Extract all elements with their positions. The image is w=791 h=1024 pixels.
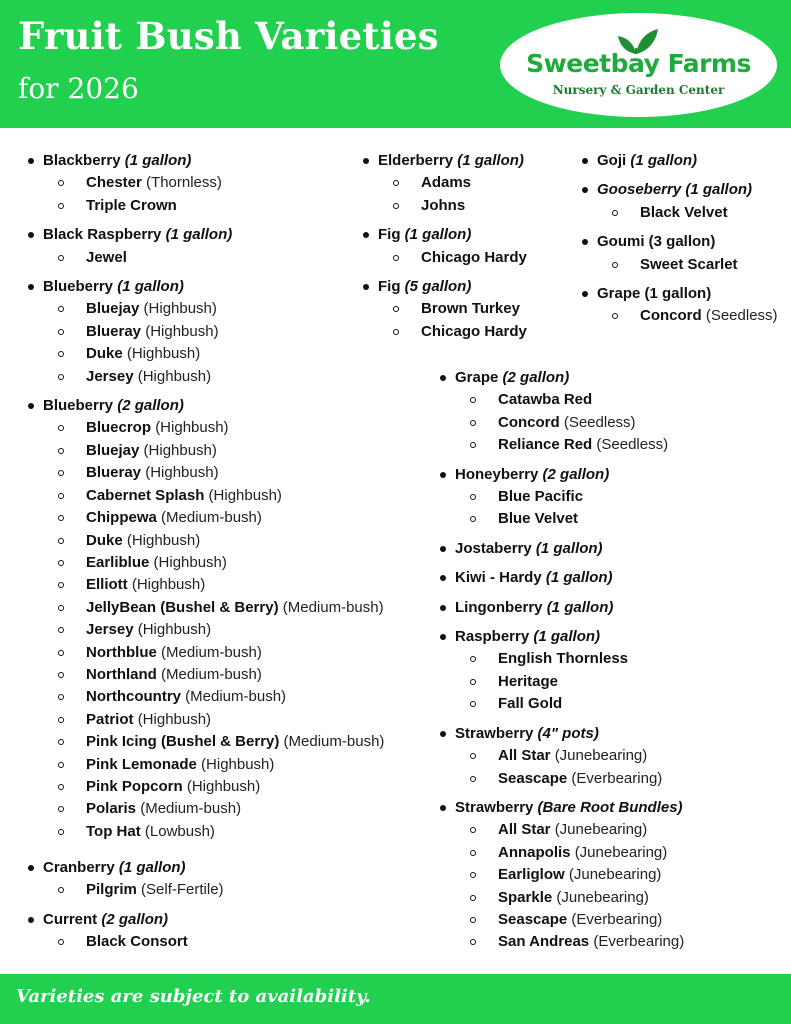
fruit-item (362, 150, 527, 217)
pot-size: (1 gallon) (630, 152, 698, 169)
variety-list (455, 819, 684, 953)
fruit-name: Blueberry (43, 397, 114, 415)
variety-name: Pink Icing (Bushel & Berry) (86, 733, 280, 751)
variety-name: Jersey (86, 367, 134, 385)
fruit-name: Black Raspberry (43, 226, 162, 244)
variety-name: Blue Velvet (498, 510, 579, 528)
footer-banner (0, 974, 791, 1024)
page-subtitle: for 2026 (18, 72, 139, 105)
variety-item (455, 389, 684, 411)
variety-item (378, 321, 527, 343)
pot-size: (1 gallon) (165, 226, 233, 244)
pot-size: (1 gallon) (533, 628, 601, 646)
variety-item (43, 195, 384, 217)
variety-name: Jersey (86, 621, 134, 639)
fruit-name: Grape (455, 369, 499, 386)
variety-name: Concord (640, 307, 702, 325)
variety-item (43, 931, 224, 953)
variety-name: Blueray (86, 322, 142, 340)
variety-item (43, 597, 384, 619)
variety-item (43, 664, 384, 686)
variety-item (455, 909, 684, 931)
variety-list (43, 879, 224, 901)
variety-type: (Highbush) (145, 464, 219, 482)
pot-size: (Bare Root Bundles) (537, 798, 683, 816)
variety-name: All Star (498, 821, 551, 839)
pot-size: (1 gallon) (404, 226, 472, 244)
variety-list (43, 931, 224, 953)
pot-size: (1 gallon) (546, 598, 614, 616)
variety-name: Blue Pacific (498, 488, 584, 506)
fruit-item (439, 367, 684, 457)
variety-name: Chicago Hardy (421, 248, 527, 266)
variety-item (43, 343, 384, 365)
fruit-name: Fig (378, 226, 401, 244)
variety-name: All Star (498, 747, 551, 765)
variety-name: Concord (498, 413, 560, 431)
variety-name: Black Consort (86, 933, 188, 951)
pot-size: (2 gallon) (101, 910, 169, 928)
variety-item (43, 172, 384, 194)
fruit-name: Kiwi - Hardy (455, 569, 542, 587)
variety-name: Triple Crown (86, 196, 177, 214)
variety-name: Chester (86, 174, 142, 192)
fruit-item (27, 224, 384, 269)
variety-name: Northblue (86, 643, 157, 661)
variety-item (43, 619, 384, 641)
variety-item (43, 530, 384, 552)
variety-name: Polaris (86, 800, 137, 818)
pot-size: (1 gallon) (124, 152, 192, 169)
variety-name: Heritage (498, 672, 559, 690)
variety-item (43, 879, 224, 901)
variety-type: (Medium-bush) (185, 688, 287, 706)
variety-list (455, 389, 684, 456)
variety-type: (Everbearing) (571, 910, 663, 928)
availability-note: Varieties are subject to availability. (16, 986, 371, 1007)
variety-item (43, 440, 384, 462)
variety-type: (Junebearing) (554, 747, 648, 765)
variety-type: (Seedless) (596, 436, 669, 454)
variety-item (597, 305, 778, 327)
variety-type: (Everbearing) (593, 933, 685, 951)
fruit-item (362, 224, 527, 269)
variety-type: (Highbush) (145, 322, 219, 340)
variety-name: Top Hat (86, 822, 141, 840)
column-2-list (362, 150, 527, 350)
fruit-name: Honeyberry (455, 465, 539, 483)
variety-type: (Medium-bush) (283, 733, 385, 751)
variety-item (43, 821, 384, 843)
pot-size: (1 gallon) (535, 539, 603, 557)
variety-item (455, 864, 684, 886)
variety-item (378, 195, 527, 217)
variety-item (43, 798, 384, 820)
variety-item (43, 552, 384, 574)
variety-item (455, 931, 684, 953)
variety-name: Bluecrop (86, 419, 152, 437)
variety-name: Fall Gold (498, 695, 563, 713)
fruit-item (581, 150, 778, 172)
variety-item (43, 686, 384, 708)
variety-type: (Medium-bush) (140, 800, 242, 818)
variety-type: (Highbush) (143, 441, 217, 459)
fruit-item (27, 909, 224, 954)
variety-type: (Highbush) (143, 300, 217, 318)
fruit-name: Cranberry (43, 859, 115, 876)
variety-name: Jewel (86, 248, 127, 266)
fruit-name: Raspberry (455, 628, 530, 646)
variety-list (43, 172, 384, 217)
variety-name: Elliott (86, 576, 128, 594)
fruit-item (439, 567, 684, 589)
variety-item (43, 642, 384, 664)
variety-item (43, 709, 384, 731)
fruit-item (439, 797, 684, 954)
variety-type: (Highbush) (137, 367, 212, 385)
variety-item (455, 412, 684, 434)
variety-type: (Medium-bush) (161, 643, 262, 661)
variety-item (43, 776, 384, 798)
pot-size: (1 gallon) (545, 569, 613, 587)
fruit-name: Strawberry (455, 798, 534, 816)
column-4-list (439, 367, 684, 961)
variety-name: JellyBean (Bushel & Berry) (86, 598, 279, 616)
fruit-item (27, 276, 384, 388)
variety-type: (Highbush) (201, 755, 275, 773)
brand-name: Sweetbay Farms (526, 49, 751, 78)
variety-type: (Self-Fertile) (141, 881, 224, 899)
variety-list (43, 417, 384, 843)
variety-item (455, 768, 684, 790)
variety-name: Brown Turkey (421, 300, 520, 318)
fruit-item (581, 231, 778, 276)
pot-size: (5 gallon) (404, 278, 472, 296)
variety-item (378, 247, 527, 269)
fruit-name: Blackberry (43, 152, 121, 169)
fruit-name: Goumi (3 gallon) (597, 233, 716, 251)
variety-name: Sweet Scarlet (640, 255, 738, 273)
variety-item (455, 648, 684, 670)
fruit-name: Goji (597, 152, 627, 169)
variety-type: (Thornless) (146, 174, 222, 192)
fruit-name: Blueberry (43, 278, 114, 296)
variety-type: (Highbush) (126, 531, 201, 549)
variety-type: (Medium-bush) (161, 509, 262, 527)
fruit-item (27, 857, 224, 902)
variety-item (43, 247, 384, 269)
variety-type: (Highbush) (131, 576, 206, 594)
variety-type: (Junebearing) (574, 843, 668, 861)
variety-list (597, 202, 778, 224)
pot-size: (1 gallon) (118, 859, 186, 876)
variety-list (455, 486, 684, 531)
column-1-list (27, 150, 384, 850)
variety-list (597, 254, 778, 276)
variety-name: Annapolis (498, 843, 571, 861)
variety-item (43, 366, 384, 388)
variety-name: Duke (86, 531, 123, 549)
variety-list (455, 648, 684, 715)
variety-item (455, 842, 684, 864)
pot-size: (1 gallon) (117, 278, 184, 296)
variety-type: (Junebearing) (554, 821, 648, 839)
variety-type: (Highbush) (137, 710, 212, 728)
column-1b-list (27, 857, 224, 961)
variety-item (455, 486, 684, 508)
variety-name: Bluejay (86, 300, 140, 318)
variety-item (43, 321, 384, 343)
variety-type: (Highbush) (208, 486, 282, 504)
variety-item (455, 693, 684, 715)
variety-type: (Highbush) (153, 553, 227, 571)
variety-item (43, 754, 384, 776)
variety-name: Black Velvet (640, 203, 728, 221)
variety-name: Bluejay (86, 441, 140, 459)
variety-name: Seascape (498, 910, 568, 928)
variety-name: Catawba Red (498, 391, 593, 409)
variety-list (43, 247, 384, 269)
fruit-item (581, 179, 778, 224)
variety-item (455, 508, 684, 530)
variety-item (455, 434, 684, 456)
variety-name: Pilgrim (86, 881, 137, 899)
fruit-name: Jostaberry (455, 539, 532, 557)
variety-type: (Seedless) (705, 307, 778, 325)
fruit-item (27, 395, 384, 843)
variety-name: Patriot (86, 710, 134, 728)
variety-list (378, 298, 527, 343)
variety-item (597, 254, 778, 276)
variety-name: Chippewa (86, 509, 157, 527)
variety-item (597, 202, 778, 224)
variety-name: San Andreas (498, 933, 590, 951)
variety-type: (Seedless) (563, 413, 636, 431)
pot-size: (4" pots) (537, 724, 599, 742)
variety-type: (Highbush) (155, 419, 229, 437)
fruit-name: Grape (1 gallon) (597, 285, 712, 303)
variety-item (455, 671, 684, 693)
variety-name: Seascape (498, 769, 568, 787)
variety-type: (Everbearing) (571, 769, 663, 787)
brand-tagline: Nursery & Garden Center (552, 83, 725, 97)
variety-list (43, 298, 384, 388)
variety-name: Chicago Hardy (421, 322, 527, 340)
variety-type: (Lowbush) (144, 822, 215, 840)
fruit-item (439, 723, 684, 790)
fruit-name: Strawberry (455, 724, 534, 742)
variety-name: Duke (86, 345, 123, 363)
fruit-item (27, 150, 384, 217)
variety-name: Adams (421, 174, 472, 192)
variety-item (43, 298, 384, 320)
header-banner (0, 0, 791, 128)
page-title: Fruit Bush Varieties (18, 14, 439, 58)
variety-name: Northland (86, 665, 157, 683)
fruit-item (362, 276, 527, 343)
pot-size: (2 gallon) (117, 397, 184, 415)
variety-type: (Highbush) (186, 777, 261, 795)
fruit-name: Fig (378, 278, 401, 296)
fruit-name: Lingonberry (455, 598, 543, 616)
fruit-name: Elderberry (378, 152, 454, 169)
pot-size: (2 gallon) (502, 369, 570, 386)
variety-name: Sparkle (498, 888, 553, 906)
variety-item (43, 417, 384, 439)
variety-type: (Highbush) (126, 345, 201, 363)
variety-item (455, 819, 684, 841)
variety-name: Northcountry (86, 688, 181, 706)
variety-type: (Junebearing) (556, 888, 649, 906)
variety-name: Pink Lemonade (86, 755, 197, 773)
variety-name: Blueray (86, 464, 142, 482)
variety-item (43, 574, 384, 596)
variety-name: Reliance Red (498, 436, 593, 454)
variety-item (378, 172, 527, 194)
variety-item (455, 745, 684, 767)
fruit-item (439, 597, 684, 619)
variety-list (597, 305, 778, 327)
pot-size: (1 gallon) (685, 181, 753, 199)
fruit-item (439, 464, 684, 531)
variety-type: (Medium-bush) (161, 665, 262, 683)
variety-item (378, 298, 527, 320)
variety-item (455, 887, 684, 909)
variety-item (43, 462, 384, 484)
fruit-name: Gooseberry (597, 181, 682, 199)
variety-list (378, 247, 527, 269)
variety-type: (Highbush) (137, 621, 212, 639)
variety-name: Johns (421, 196, 466, 214)
variety-type: (Junebearing) (568, 866, 662, 884)
fruit-item (439, 538, 684, 560)
pot-size: (1 gallon) (457, 152, 524, 169)
variety-name: Pink Popcorn (86, 777, 183, 795)
variety-type: (Medium-bush) (282, 598, 384, 616)
variety-name: Earliblue (86, 553, 150, 571)
variety-list (455, 745, 684, 790)
variety-name: Cabernet Splash (86, 486, 205, 504)
fruit-name: Current (43, 910, 98, 928)
variety-list (378, 172, 527, 217)
variety-name: English Thornless (498, 650, 629, 668)
variety-item (43, 507, 384, 529)
brand-logo (500, 13, 777, 117)
fruit-item (581, 283, 778, 328)
variety-name: Earliglow (498, 866, 565, 884)
column-3-list (581, 150, 778, 335)
pot-size: (2 gallon) (542, 465, 610, 483)
fruit-item (439, 626, 684, 716)
variety-item (43, 731, 384, 753)
variety-item (43, 485, 384, 507)
